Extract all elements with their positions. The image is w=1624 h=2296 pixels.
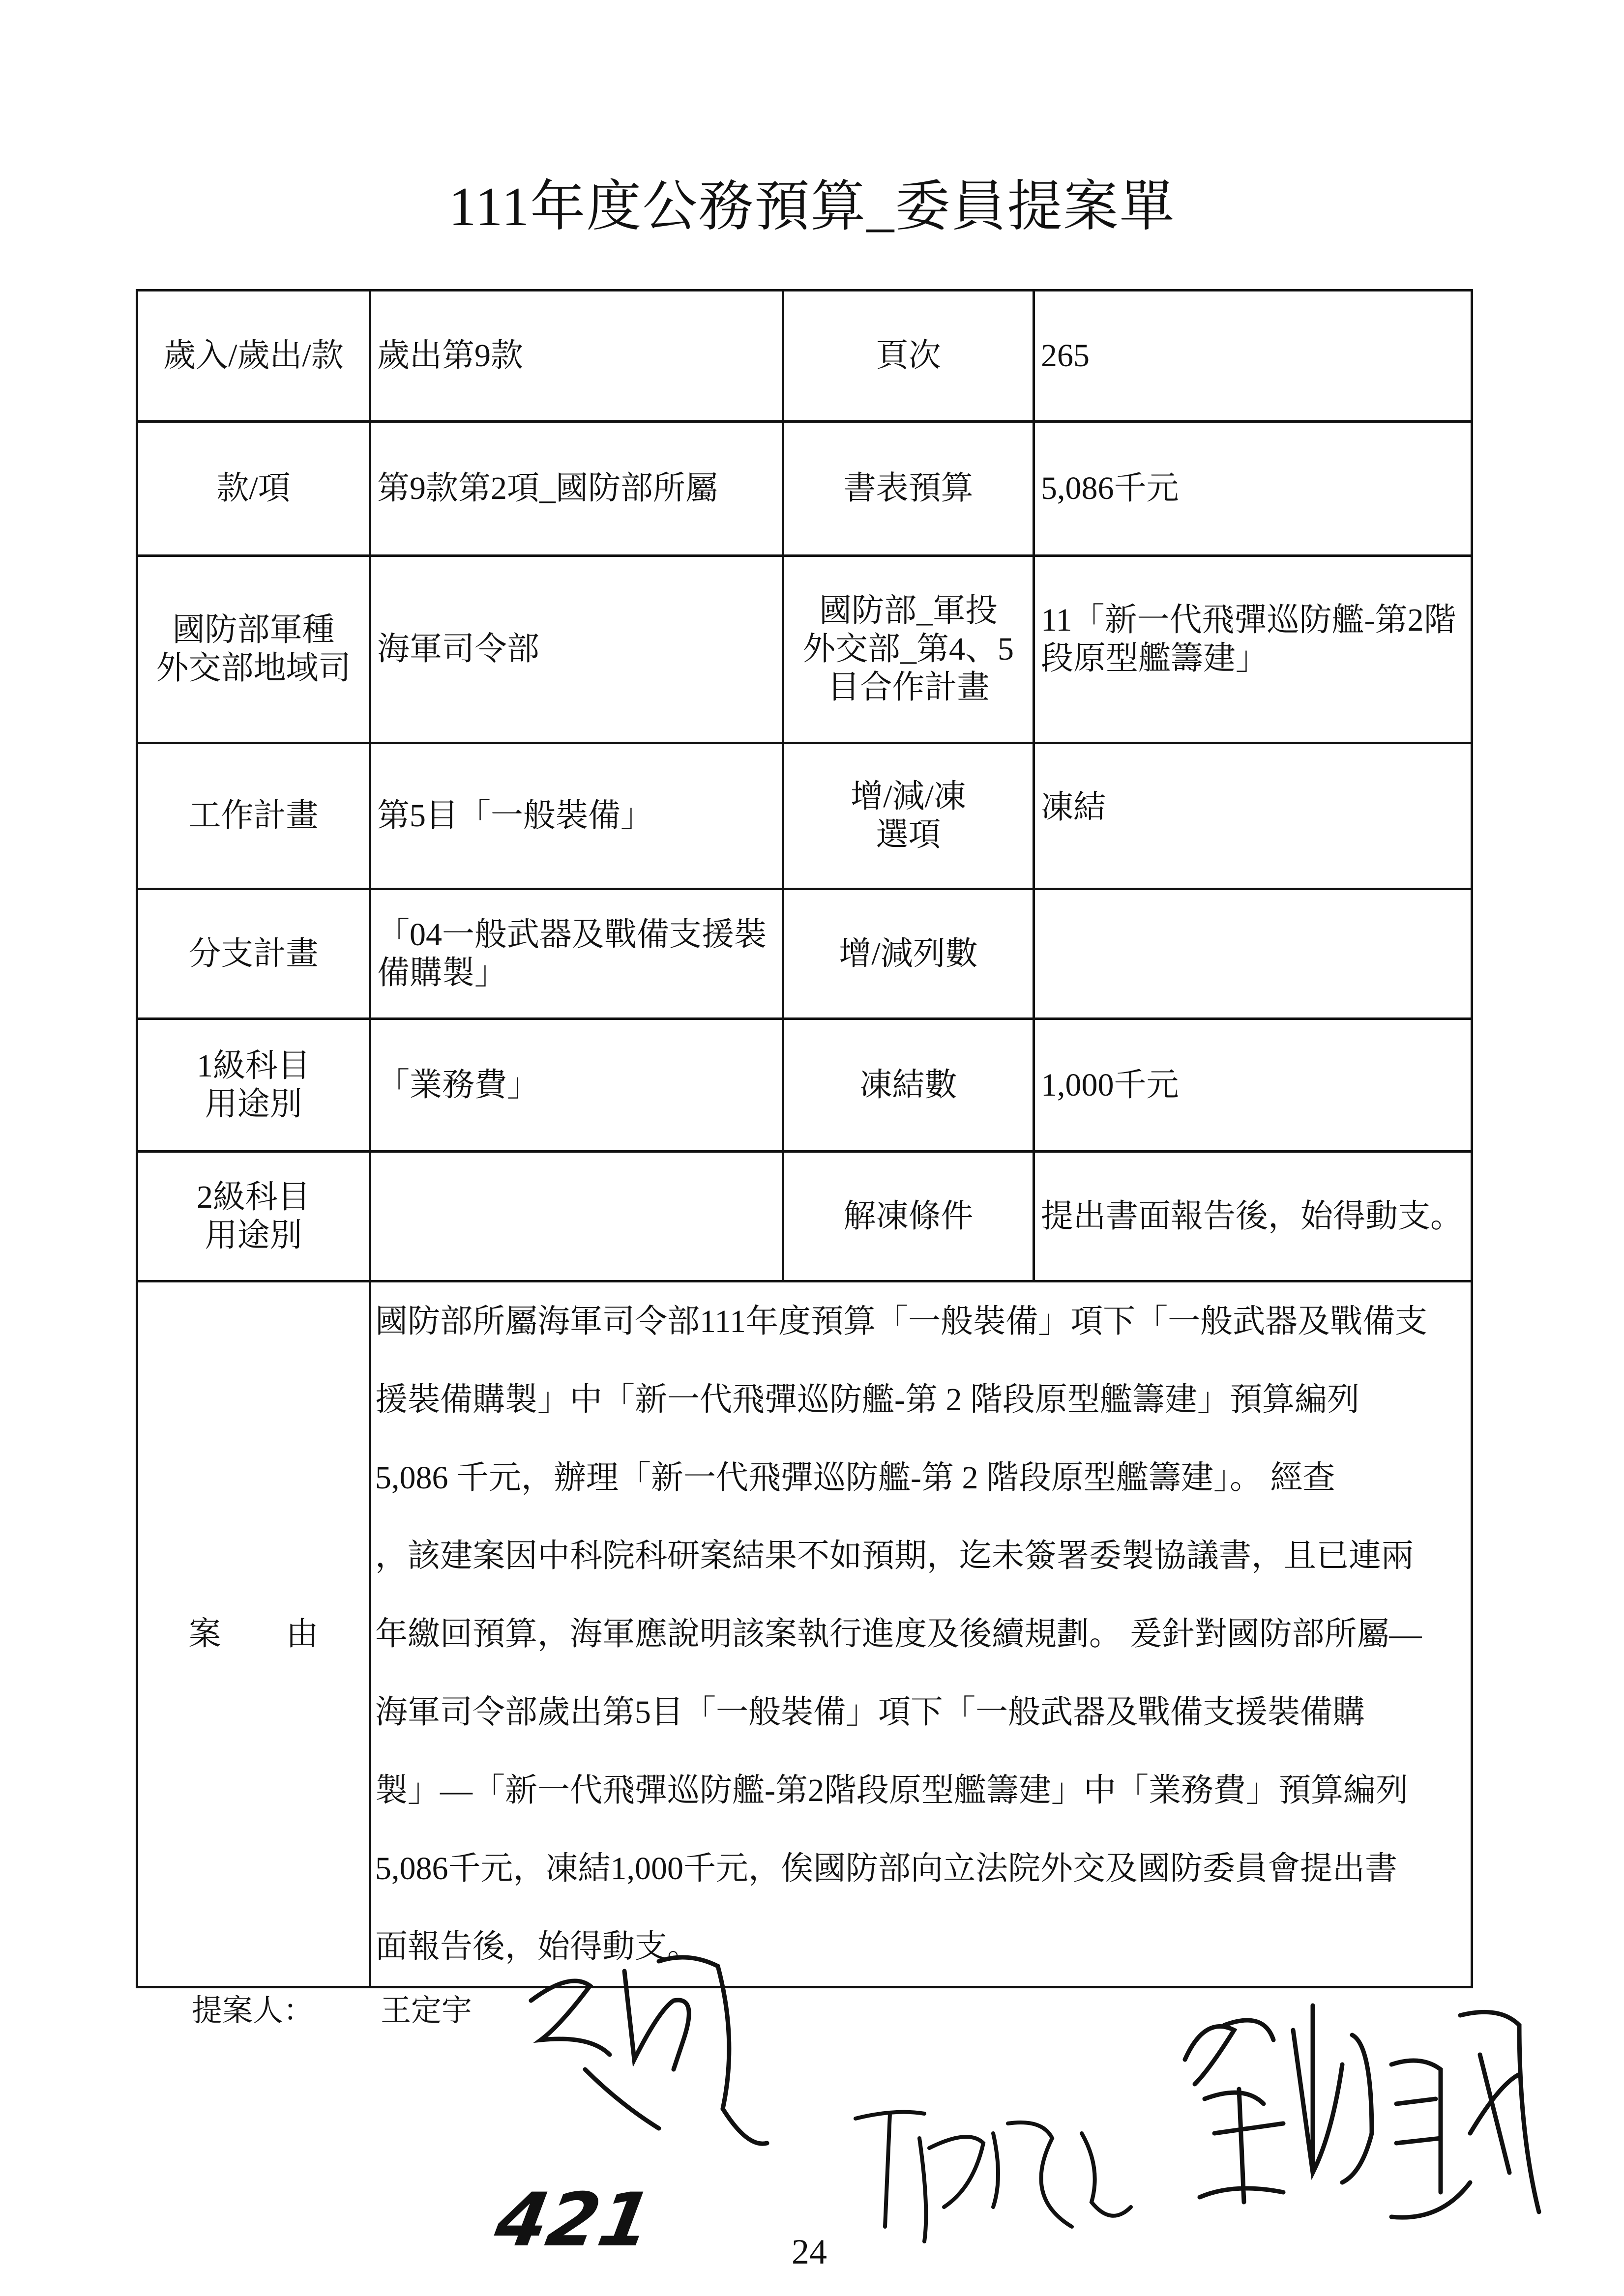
form-row	[137, 422, 1472, 556]
label-line: 用途別	[205, 1217, 302, 1253]
form-row	[137, 1152, 1472, 1281]
form-row	[137, 743, 1472, 889]
proposer-label: 提案人：	[192, 1994, 314, 2028]
label-line: 1級科目	[197, 1047, 310, 1084]
field-label: 書表預算	[783, 422, 1034, 556]
reason-text	[370, 1281, 1472, 1987]
signature-3-liu-jianguo	[1165, 1986, 1549, 2241]
field-label	[137, 1019, 370, 1152]
field-label: 頁次	[783, 291, 1034, 422]
field-value: 11「新一代飛彈巡防艦-第2階段原型艦籌建」	[1034, 556, 1472, 743]
reason-label: 案 由	[137, 1281, 370, 1987]
field-value: 1,000千元	[1034, 1019, 1472, 1152]
field-value: 「04一般武器及戰備支援裝備購製」	[370, 889, 783, 1019]
field-value: 海軍司令部	[370, 556, 783, 743]
label-line: 外交部地域司	[156, 650, 351, 686]
reason-line: 國防部所屬海軍司令部111年度預算「一般裝備」項下「一般武器及戰備支	[375, 1304, 1428, 1339]
field-value	[370, 1152, 783, 1281]
field-value: 歲出第9款	[370, 291, 783, 422]
field-value: 第5目「一般裝備」	[370, 743, 783, 889]
reason-line: 製」—「新一代飛彈巡防艦-第2階段原型艦籌建」中「業務費」預算編列	[375, 1773, 1408, 1808]
signature-2	[846, 2079, 1160, 2256]
form-row	[137, 1019, 1472, 1152]
field-label	[137, 556, 370, 743]
field-value: 提出書面報告後，始得動支。	[1034, 1152, 1472, 1281]
label-line: 用途別	[205, 1086, 302, 1122]
reason-line: 援裝備購製」中「新一代飛彈巡防艦-第 2 階段原型艦籌建」預算編列	[375, 1382, 1359, 1418]
page-number: 24	[792, 2232, 827, 2271]
handwritten-number: 421	[489, 2178, 658, 2263]
form-row	[137, 889, 1472, 1019]
reason-row	[137, 1281, 1472, 1987]
form-row	[137, 291, 1472, 422]
label-line: 選項	[876, 817, 941, 853]
field-value: 「業務費」	[370, 1019, 783, 1152]
field-value: 第9款第2項_國防部所屬	[370, 422, 783, 556]
field-label	[137, 1152, 370, 1281]
field-label: 解凍條件	[783, 1152, 1034, 1281]
field-label: 款/項	[137, 422, 370, 556]
page-title: 111年度公務預算_委員提案單	[448, 176, 1176, 237]
label-line: 目合作計畫	[827, 669, 990, 705]
field-label: 增/減列數	[783, 889, 1034, 1019]
field-value	[1034, 889, 1472, 1019]
label-line: 增/減/凍	[851, 779, 966, 815]
reason-line: 面報告後，始得動支。	[375, 1929, 700, 1965]
field-label: 分支計畫	[137, 889, 370, 1019]
proposer-name: 王定宇	[381, 1994, 472, 2028]
field-label: 凍結數	[783, 1019, 1034, 1152]
reason-line: 年繳回預算，海軍應說明該案執行進度及後續規劃。 爰針對國防部所屬—	[375, 1616, 1422, 1652]
label-line: 國防部軍種	[172, 612, 335, 648]
proposal-form-table	[136, 289, 1473, 1988]
field-label	[783, 743, 1034, 889]
label-line: 國防部_軍投	[819, 593, 998, 629]
field-value: 5,086千元	[1034, 422, 1472, 556]
reason-line: 海軍司令部歲出第5目「一般裝備」項下「一般武器及戰備支援裝備購	[375, 1694, 1365, 1730]
reason-line: ，該建案因中科院科研案結果不如預期，迄未簽署委製協議書，且已連兩	[375, 1538, 1414, 1574]
field-label: 歲入/歲出/款	[137, 291, 370, 422]
form-row	[137, 556, 1472, 743]
field-value: 265	[1034, 291, 1472, 422]
field-label	[783, 556, 1034, 743]
label-line: 外交部_第4、5	[803, 631, 1014, 668]
signature-1	[511, 1942, 787, 2168]
reason-line: 5,086 千元，辦理「新一代飛彈巡防艦-第 2 階段原型艦籌建」。 經查	[375, 1460, 1335, 1496]
field-label: 工作計畫	[137, 743, 370, 889]
reason-line: 5,086千元，凍結1,000千元，俟國防部向立法院外交及國防委員會提出書	[375, 1851, 1397, 1887]
label-line: 2級科目	[197, 1179, 310, 1215]
field-value: 凍結	[1034, 743, 1472, 889]
